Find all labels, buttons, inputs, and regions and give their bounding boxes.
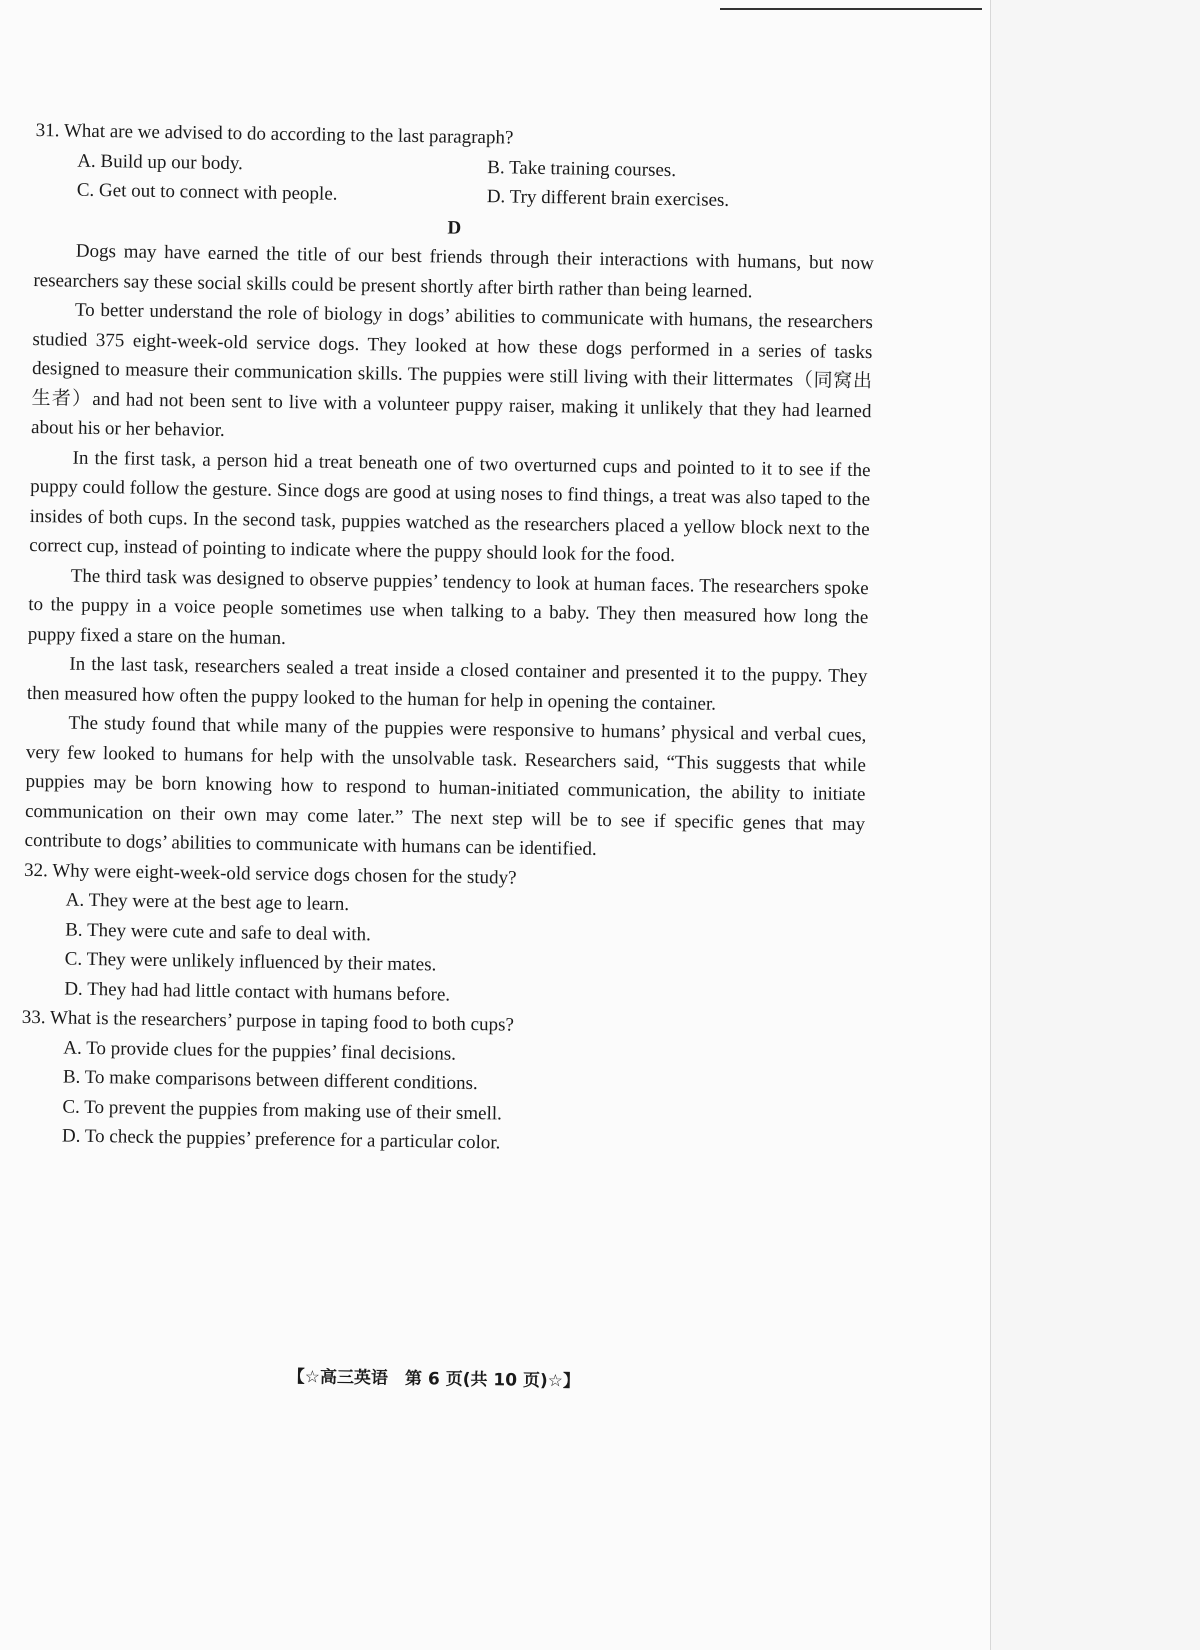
passage-paragraph: To better understand the role of biology in dogs’ abilities to communicate with humans, the researchers studied 375 eight-week-old service dogs. They looked at how these dogs performed in a series of tasks designed to measure their communication skills. The puppies were still living with their littermates（同窝出生者）and had not been sent to live with a volunteer puppy raiser, making it unlikely that they had learned about his or her behavior. — [30, 299, 874, 442]
scan-edge-line — [720, 8, 982, 10]
q32-option-d: D. They had had little contact with humans before. — [64, 978, 451, 1006]
passage-paragraph: The third task was designed to observe puppies’ tendency to look at human faces. The researchers spoke to the puppy in a voice people sometimes use when talking to a baby. They then measured how long the puppy fixed a stare on the human. — [27, 565, 869, 649]
q32-option-c: C. They were unlikely influenced by their mates. — [64, 948, 437, 976]
question-33-stem: 33. What is the researchers’ purpose in taping food to both cups? — [21, 1006, 515, 1036]
page-content — [20, 116, 876, 1164]
q33-option-b: B. To make comparisons between different conditions. — [62, 1066, 478, 1095]
q31-option-b: B. Take training courses. — [487, 156, 677, 181]
section-label: D — [447, 216, 462, 239]
q33-option-d: D. To check the puppies’ preference for a particular color. — [61, 1125, 501, 1154]
page-footer: 【☆高三英语 第 6 页(共 10 页)☆】 — [287, 1366, 581, 1392]
q32-option-a: A. They were at the best age to learn. — [65, 889, 350, 916]
passage-paragraph: The study found that while many of the puppies were responsive to humans’ physical and verbal cues, very few looked to humans for help with the unsolvable task. Researchers said, “This suggests that while puppies may be born knowing how to respond to human-initiated communication, the ability to initiate communication on their own may come later.” The next step will be to see if specific genes that may contribute to dogs’ abilities to communicate with humans can be identified. — [24, 712, 867, 860]
question-31-options — [35, 145, 876, 217]
passage-paragraph: In the first task, a person hid a treat beneath one of two overturned cups and pointed to it to see if the puppy could follow the gesture. Since dogs are good at using noses to find things, a treat was also taped to the insides of both cups. In the second task, puppies watched as the researchers placed a yellow block next to the correct cup, instead of pointing to indicate where the puppy should look for the food. — [29, 447, 871, 567]
q31-option-c: C. Get out to connect with people. — [76, 179, 338, 205]
q31-option-d: D. Try different brain exercises. — [486, 186, 730, 211]
q31-option-a: A. Build up our body. — [77, 150, 243, 174]
q33-option-a: A. To provide clues for the puppies’ final decisions. — [63, 1037, 457, 1065]
q32-option-b: B. They were cute and safe to deal with. — [65, 919, 372, 945]
passage-paragraph: Dogs may have earned the title of our best friends through their interactions with humans, but now researchers say these social skills could be present shortly after birth rather than being learned. — [33, 240, 874, 302]
q33-option-c: C. To prevent the puppies from making use of their smell. — [62, 1096, 503, 1124]
question-32-stem: 32. Why were eight-week-old service dogs chosen for the study? — [23, 859, 517, 889]
question-31-stem: 31. What are we advised to do according to the last paragraph? — [35, 119, 514, 149]
passage-paragraph: In the last task, researchers sealed a treat inside a closed container and presented it to the puppy. They then measured how often the puppy looked to the human for help in opening the container. — [26, 653, 868, 715]
